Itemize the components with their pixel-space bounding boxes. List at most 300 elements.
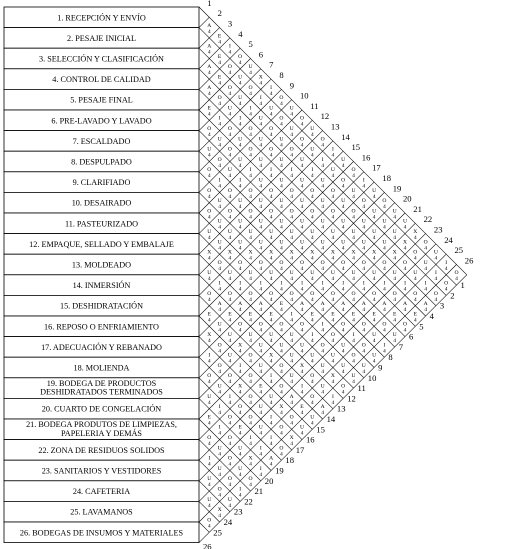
cell-code: 4 <box>249 461 252 468</box>
cell-code: 4 <box>341 265 345 272</box>
cell-letter: E <box>207 311 212 318</box>
cell-code: 4 <box>383 307 386 314</box>
cell-code: 4 <box>218 39 221 46</box>
cell-letter: O <box>330 208 335 215</box>
cell-letter: U <box>207 496 212 503</box>
cell-code: 4 <box>269 214 273 221</box>
cell-code: 4 <box>280 327 283 334</box>
diagonal-number-upper: 21 <box>413 203 422 214</box>
cell-code: 4 <box>269 296 273 303</box>
cell-letter: O <box>217 486 222 493</box>
cell-code: 4 <box>218 245 221 252</box>
cell-code: 4 <box>321 142 324 149</box>
diagonal-number-lower: 23 <box>233 506 243 517</box>
cell-code: 4 <box>269 255 273 262</box>
cell-code: 4 <box>310 132 314 138</box>
cell-code: 4 <box>310 296 314 303</box>
cell-letter: O <box>351 290 356 297</box>
cell-letter: I <box>321 156 324 163</box>
cell-code: 4 <box>310 420 314 427</box>
cell-code: 4 <box>321 389 324 396</box>
cell-letter: U <box>372 352 377 359</box>
diagonal-number-lower: 1 <box>460 280 465 291</box>
cell-letter: I <box>259 95 262 102</box>
cell-code: 4 <box>300 286 304 293</box>
cell-code: 4 <box>331 379 335 386</box>
cell-code: 4 <box>228 441 232 447</box>
cell-code: 4 <box>249 420 252 427</box>
cell-code: 4 <box>290 338 294 344</box>
cell-letter: O <box>248 187 253 194</box>
cell-code: 4 <box>259 121 263 128</box>
cell-code: 4 <box>269 420 273 427</box>
cell-letter: I <box>239 280 242 287</box>
cell-code: 4 <box>259 368 263 375</box>
cell-letter: U <box>217 218 222 225</box>
cell-code: 4 <box>207 379 211 386</box>
cell-letter: X <box>207 249 212 256</box>
cell-code: 4 <box>207 193 211 200</box>
cell-code: 4 <box>331 173 335 180</box>
cell-letter: O <box>341 321 346 328</box>
cell-code: 4 <box>238 307 242 314</box>
diagonal-number-upper: 18 <box>382 172 391 183</box>
cell-letter: O <box>444 280 449 287</box>
cell-code: 4 <box>331 338 335 344</box>
cell-code: 4 <box>228 317 232 324</box>
cell-letter: O <box>289 290 294 297</box>
diagonal-number-lower: 13 <box>336 403 346 414</box>
cell-letter: O <box>269 146 274 153</box>
cell-letter: O <box>289 208 294 215</box>
cell-letter: U <box>238 95 243 102</box>
diagonal-number-upper: 2 <box>217 8 222 19</box>
cell-code: 4 <box>238 348 242 355</box>
activity-label: 26. BODEGAS DE INSUMOS Y MATERIALES <box>19 528 184 538</box>
cell-code: 4 <box>280 142 283 149</box>
cell-code: 4 <box>383 224 386 231</box>
diagonal-number-upper: 3 <box>227 18 233 29</box>
cell-code: 4 <box>249 193 252 200</box>
cell-code: 4 <box>218 307 221 314</box>
cell-code: 4 <box>238 101 242 108</box>
cell-code: 4 <box>238 389 242 396</box>
cell-code: 4 <box>310 276 314 283</box>
cell-letter: O <box>258 321 263 328</box>
cell-code: 4 <box>331 276 335 283</box>
cell-code: 4 <box>321 245 324 252</box>
cell-letter: A <box>289 393 294 400</box>
cell-letter: O <box>299 115 305 122</box>
cell-letter: O <box>217 259 222 266</box>
cell-letter: O <box>279 321 284 328</box>
cell-letter: I <box>270 373 273 380</box>
cell-code: 4 <box>321 348 324 355</box>
cell-code: 4 <box>249 90 252 97</box>
cell-code: 4 <box>280 286 283 293</box>
activity-label: 17. ADECUACIÓN Y REBANADO <box>41 342 162 352</box>
cell-code: 4 <box>310 358 314 365</box>
activity-label: 18. MOLIENDA <box>73 363 130 373</box>
cell-code: 4 <box>393 296 397 303</box>
grid-line <box>199 100 292 193</box>
cell-letter: U <box>299 424 305 431</box>
cell-code: 4 <box>269 173 273 180</box>
cell-letter: E <box>331 311 335 318</box>
cell-code: 4 <box>280 224 283 231</box>
diagonal-number-upper: 11 <box>310 100 319 111</box>
cell-letter: O <box>361 321 366 328</box>
cell-code: 4 <box>300 121 304 128</box>
cell-code: 4 <box>352 276 355 283</box>
cell-letter: U <box>279 198 284 205</box>
cell-letter: O <box>269 187 274 194</box>
cell-letter: O <box>279 383 284 390</box>
cell-code: 4 <box>269 235 273 241</box>
cell-letter: U <box>238 239 243 246</box>
cell-letter: I <box>331 393 334 400</box>
cell-letter: X <box>310 249 315 256</box>
cell-letter: U <box>207 393 212 400</box>
diagonal-number-lower: 10 <box>367 372 377 383</box>
cell-code: 4 <box>218 183 221 190</box>
cell-code: 4 <box>393 214 397 221</box>
cell-code: 4 <box>352 235 355 241</box>
cell-code: 4 <box>290 235 294 241</box>
cell-code: 4 <box>403 224 407 231</box>
cell-code: 4 <box>321 183 324 190</box>
cell-code: 4 <box>259 204 263 211</box>
cell-letter: O <box>299 136 305 143</box>
cell-code: 4 <box>310 379 314 386</box>
grid-line <box>199 182 377 359</box>
cell-letter: X <box>330 373 335 380</box>
cell-code: 4 <box>341 389 345 396</box>
cell-letter: O <box>269 290 274 297</box>
cell-code: 4 <box>341 183 345 190</box>
activity-label: 16. REPOSO O ENFRIAMIENTO <box>44 322 159 332</box>
cell-letter: U <box>227 496 232 503</box>
cell-letter: U <box>238 218 243 225</box>
cell-letter: U <box>289 373 294 380</box>
cell-letter: U <box>207 476 212 483</box>
cell-code: 4 <box>218 121 221 128</box>
cell-letter: A <box>269 455 274 462</box>
cell-code: 4 <box>269 132 273 138</box>
cell-code: 4 <box>238 224 242 231</box>
cell-letter: O <box>207 126 212 132</box>
cell-code: 4 <box>259 286 263 293</box>
cell-letter: E <box>207 105 212 112</box>
cell-letter: U <box>258 218 263 225</box>
cell-code: 4 <box>228 193 232 200</box>
cell-letter: X <box>248 249 253 256</box>
cell-letter: O <box>217 95 222 102</box>
cell-code: 4 <box>238 59 242 66</box>
cell-code: 4 <box>424 245 427 252</box>
diagonal-number-lower: 8 <box>388 352 393 363</box>
cell-letter: I <box>424 280 427 287</box>
cell-letter: U <box>279 177 284 184</box>
cell-letter: O <box>217 156 222 163</box>
cell-code: 4 <box>341 204 345 211</box>
cell-letter: I <box>239 115 242 122</box>
cell-letter: O <box>207 187 212 194</box>
cell-letter: U <box>299 342 305 349</box>
cell-code: 4 <box>259 307 263 314</box>
cell-code: 4 <box>269 379 273 386</box>
cell-letter: X <box>269 249 274 256</box>
cell-letter: O <box>320 136 325 143</box>
cell-code: 4 <box>259 183 263 190</box>
cell-code: 4 <box>228 420 232 427</box>
cell-code: 4 <box>207 49 211 56</box>
cell-letter: U <box>330 167 335 174</box>
cell-letter: U <box>248 270 253 277</box>
activity-label: DESHIDRATADOS TERMINADOS <box>40 387 163 397</box>
cell-code: 4 <box>238 471 242 478</box>
cell-letter: O <box>433 290 438 297</box>
cell-code: 4 <box>290 152 294 159</box>
cell-letter: U <box>207 270 212 277</box>
cell-code: 4 <box>362 224 366 231</box>
cell-letter: O <box>413 249 418 256</box>
cell-code: 4 <box>393 338 397 344</box>
diagonal-number-upper: 22 <box>423 214 433 225</box>
cell-letter: I <box>208 352 211 359</box>
activity-label: 10. DESAIRADO <box>71 198 132 208</box>
cell-code: 4 <box>362 245 366 252</box>
cell-letter: U <box>299 239 305 246</box>
cell-code: 4 <box>300 162 304 169</box>
cell-code: 4 <box>362 307 366 314</box>
cell-letter: O <box>299 259 305 266</box>
cell-letter: U <box>382 218 387 225</box>
cell-code: 4 <box>207 152 211 159</box>
cell-code: 4 <box>352 358 355 365</box>
cell-code: 4 <box>280 204 283 211</box>
cell-letter: U <box>392 332 397 338</box>
activity-label: 4. CONTROL DE CALIDAD <box>52 75 151 85</box>
cell-letter: E <box>392 311 397 318</box>
cell-letter: I <box>383 342 386 349</box>
cell-letter: O <box>248 146 253 153</box>
cell-code: 4 <box>280 162 283 169</box>
cell-letter: I <box>383 280 386 287</box>
cell-letter: O <box>289 146 294 153</box>
cell-letter: U <box>227 105 232 112</box>
cell-code: 4 <box>218 430 221 437</box>
cell-letter: I <box>290 167 293 174</box>
cell-letter: O <box>227 435 232 441</box>
cell-letter: A <box>299 301 305 308</box>
cell-code: 4 <box>249 214 252 221</box>
cell-letter: A <box>207 43 212 50</box>
cell-letter: O <box>382 259 387 266</box>
cell-letter: E <box>279 301 284 308</box>
cell-code: 4 <box>331 235 335 241</box>
cell-code: 4 <box>372 214 376 221</box>
cell-letter: O <box>269 208 274 215</box>
cell-letter: U <box>310 229 315 235</box>
cell-letter: O <box>279 259 284 266</box>
diagonal-number-lower: 18 <box>285 455 294 466</box>
grid-line <box>199 357 292 450</box>
cell-code: 4 <box>249 173 252 180</box>
cell-letter: O <box>258 259 263 266</box>
cell-letter: U <box>382 239 387 246</box>
diagonal-number-upper: 5 <box>248 39 253 50</box>
cell-letter: A <box>207 84 212 91</box>
cell-letter: A <box>207 23 212 29</box>
cell-code: 4 <box>455 276 458 283</box>
cell-code: 4 <box>280 368 283 375</box>
cell-code: 4 <box>310 255 314 262</box>
cell-letter: U <box>372 208 377 215</box>
cell-letter: A <box>361 301 366 308</box>
cell-code: 4 <box>403 265 407 272</box>
cell-letter: I <box>228 393 231 400</box>
cell-code: 4 <box>238 245 242 252</box>
cell-letter: E <box>248 311 253 318</box>
cell-letter: O <box>227 126 232 132</box>
cell-letter: O <box>248 373 253 380</box>
activity-label: 6. PRE-LAVADO Y LAVADO <box>51 116 152 126</box>
cell-code: 4 <box>207 235 211 241</box>
diagonal-number-lower: 22 <box>244 496 253 507</box>
cell-letter: O <box>238 53 243 60</box>
cell-code: 4 <box>300 183 304 190</box>
cell-code: 4 <box>228 461 232 468</box>
cell-letter: X <box>289 249 294 256</box>
activity-label: 13. MOLDEADO <box>71 260 132 270</box>
cell-code: 4 <box>238 162 242 169</box>
cell-code: 4 <box>269 399 273 406</box>
cell-letter: U <box>258 362 263 369</box>
cell-code: 4 <box>310 173 314 180</box>
cell-code: 4 <box>228 49 232 56</box>
cell-letter: U <box>310 414 315 421</box>
cell-code: 4 <box>238 327 242 334</box>
cell-code: 4 <box>218 451 221 458</box>
cell-code: 4 <box>413 317 417 324</box>
diagonal-number-upper: 8 <box>279 69 284 80</box>
cell-letter: E <box>217 74 222 81</box>
diagonal-number-lower: 6 <box>409 331 414 342</box>
cell-letter: O <box>207 290 212 297</box>
cell-code: 4 <box>259 80 263 87</box>
cell-letter: O <box>207 373 212 380</box>
cell-letter: I <box>259 465 262 472</box>
diagonal-number-lower: 16 <box>306 434 315 445</box>
diagonal-number-lower: 20 <box>264 475 274 486</box>
cell-code: 4 <box>259 142 263 149</box>
cell-letter: U <box>227 332 232 338</box>
cell-code: 4 <box>228 111 232 118</box>
diagonal-number-upper: 6 <box>258 49 264 60</box>
cell-letter: U <box>238 465 243 472</box>
cell-letter: U <box>279 218 284 225</box>
cell-letter: O <box>279 95 284 102</box>
cell-code: 4 <box>249 235 252 241</box>
cell-letter: O <box>299 321 305 328</box>
cell-code: 4 <box>321 162 324 169</box>
cell-letter: A <box>402 301 408 308</box>
cell-code: 4 <box>238 492 242 499</box>
cell-letter: O <box>207 208 212 215</box>
diagonal-number-upper: 15 <box>351 142 361 153</box>
cell-letter: A <box>382 301 387 308</box>
cell-letter: U <box>320 198 325 205</box>
cell-letter: U <box>227 167 232 174</box>
cell-letter: I <box>239 486 242 493</box>
cell-letter: O <box>320 259 325 266</box>
cell-code: 4 <box>403 245 407 252</box>
cell-letter: U <box>258 424 263 431</box>
cell-letter: U <box>289 270 294 277</box>
cell-letter: O <box>238 404 243 411</box>
cell-code: 4 <box>372 338 376 344</box>
cell-letter: O <box>248 84 253 91</box>
cell-letter: I <box>362 280 365 287</box>
cell-code: 4 <box>249 70 252 77</box>
cell-code: 4 <box>300 224 304 231</box>
cell-code: 4 <box>207 296 211 303</box>
cell-code: 4 <box>331 152 335 159</box>
cell-code: 4 <box>321 204 324 211</box>
cell-letter: U <box>341 198 346 205</box>
cell-letter: U <box>279 239 284 246</box>
cell-letter: U <box>238 156 243 163</box>
cell-code: 4 <box>300 265 304 272</box>
cell-code: 4 <box>207 338 211 344</box>
cell-code: 4 <box>218 513 221 520</box>
cell-code: 4 <box>352 338 355 344</box>
activity-label: 8. DESPULPADO <box>71 157 132 167</box>
cell-letter: X <box>289 435 294 441</box>
cell-code: 4 <box>259 430 263 437</box>
cell-code: 4 <box>372 317 376 324</box>
cell-code: 4 <box>218 368 221 375</box>
cell-code: 4 <box>393 235 397 241</box>
cell-letter: X <box>217 507 222 514</box>
cell-code: 4 <box>290 111 294 118</box>
cell-letter: U <box>341 362 346 369</box>
cell-letter: U <box>269 229 274 235</box>
cell-code: 4 <box>280 451 283 458</box>
cell-code: 4 <box>434 296 438 303</box>
cell-code: 4 <box>444 265 448 272</box>
cell-letter: O <box>341 177 346 184</box>
cell-letter: O <box>392 290 397 297</box>
diagonal-number-upper: 1 <box>207 0 212 8</box>
cell-letter: I <box>331 146 334 153</box>
cell-code: 4 <box>280 101 283 108</box>
cell-letter: U <box>341 156 346 163</box>
cell-code: 4 <box>249 132 252 138</box>
cell-letter: U <box>258 136 263 143</box>
cell-code: 4 <box>352 193 355 200</box>
activity-label: 5. PESAJE FINAL <box>70 95 133 105</box>
cell-letter: O <box>227 187 232 194</box>
cell-letter: I <box>218 115 221 122</box>
cell-letter: A <box>320 301 325 308</box>
cell-letter: I <box>290 311 293 318</box>
cell-code: 4 <box>249 276 252 283</box>
diagonal-number-upper: 25 <box>454 245 464 256</box>
cell-code: 4 <box>207 214 211 221</box>
diagonal-number-upper: 13 <box>330 121 340 132</box>
